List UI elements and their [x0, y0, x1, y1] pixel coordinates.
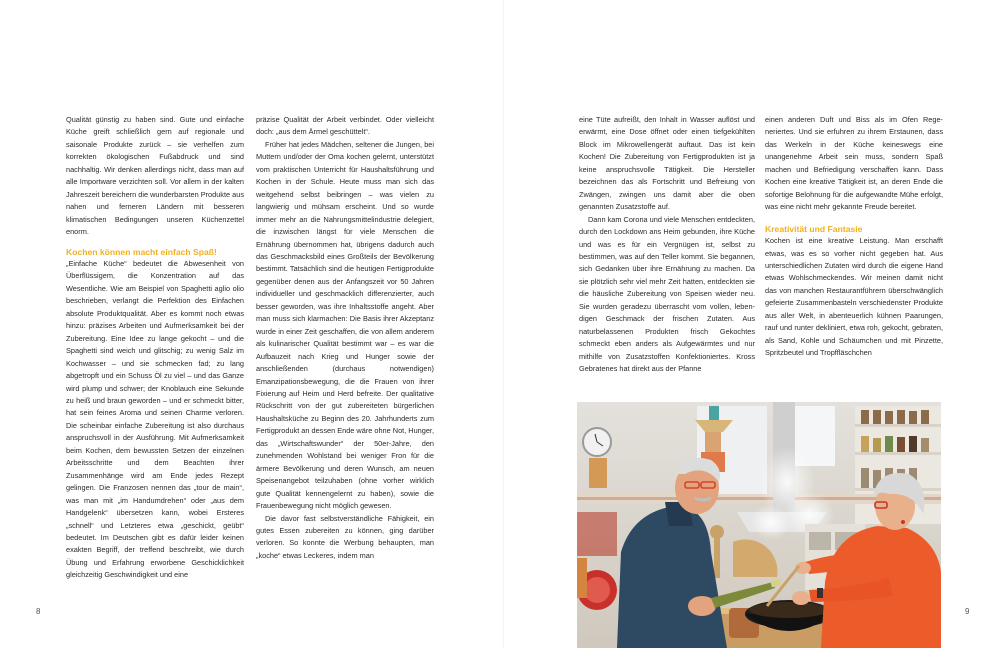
- paragraph: Früher hat jedes Mädchen, seltener die Jungen, bei Muttern und/oder der Oma kochen gelernt, unterstützt vom praktischen Unterricht für Haushaltsführung und Kochen in der Schule. Heute muss man sich das weitgehend selbst beibringen – was vielen zu langwierig und mühsam erscheint. Und so wurde immer mehr an die Nahrungsmittelindustrie delegiert, die inzwischen längst für viele Menschen die Ernährung übernommen hat, übrigens dadurch auch das Geschmacksbild eines Großteils der Bevölkerung bestimmt. Tatsächlich sind die heutigen Fertigprodukte gegenüber denen aus der Anfangszeit vor 50 Jahren individueller und geschmacklich differenzierter, auch besser geworden, was ihre Inhaltsstoffe angeht. Aber man muss sich klarmachen: Die Basis ihrer Akzeptanz wurde in einer Zeit geschaffen, die von allem anderem als kulinarischer Qualität bestimmt war – es war die Aufbauzeit nach Krieg und Hunger sowie der anschließenden (durchaus notwendigen) Emanzipationsbewegung, die die Frauen von ihrer Fixierung auf Heim und Herd befreite. Der qualitative Rückschritt von der gut zubereiteten bürgerlichen Haushaltsküche zu Beginn des 20. Jahrhunderts zum Fertigprodukt an dessen Ende wäre ohne Not, Hunger, das „Wirtschaftswunder“ der 50er-Jahre, den zunehmenden Wohlstand bei weniger Fron für die ärmere Bevölkerung und deren Wunsch, am neuen Speisenangebot teilzuhaben (ohne vorher wirklich gute Qualität kennengelernt zu haben), sowie die Frauenbewegung nicht möglich gewesen.: [256, 139, 434, 511]
- paragraph: präzise Qualität der Arbeit verbindet. Oder vielleicht doch: „aus dem Ärmel geschüttelt“.: [256, 115, 434, 137]
- cooking-couple-image: [577, 402, 941, 648]
- text-column-2: [256, 114, 434, 562]
- paragraph: eine Tüte aufreißt, den Inhalt in Wasser auflöst und erwärmt, eine Dose öffnet oder einen tiefgekühlten Block im Mikrowellengerät auftaut. Das ist kein Kochen! Die Zubereitung von Fertigprodukten ist ja keine anspruchsvolle Tätigkeit. Die Hersteller bezeichnen das als Fortschritt und Befreiung von Zwängen, zwingen uns damit aber die oben genannten Zusatzstoffe auf.: [579, 115, 755, 212]
- text-column-3: [579, 114, 755, 376]
- text-column-1: [66, 114, 244, 582]
- page-number-left: 8: [36, 607, 41, 616]
- section-heading: Kreativität und Fantasie: [765, 223, 863, 234]
- paragraph: Kochen ist eine kreative Leistung. Man erschafft etwas, was es so vorher nicht gegeben hat. Aus unterschiedlichen Zutaten wird durch die eigene Hand etwas Wohlschmeckendes. Wir meinen damit nicht das von manchen Restaurantführern überschwänglich gefeierte Zusammenbasteln verschiedenster Produkte aus aller Welt, in abenteuerlich kühnen Paarungen, rauf und runter dekliniert, etwa roh, gekocht, gebraten, als Sand, Kohle und Schäumchen und mit Pinzette, Spritzbeutel und Tropffläschchen: [765, 236, 943, 358]
- text-column-4: [765, 114, 943, 360]
- paragraph: Die davor fast selbstverständliche Fähigkeit, ein gutes Essen zubereiten zu können, ging darüber verloren. So konnte die Werbung behaupten, man „koche“ etwas Leckeres, indem man: [256, 513, 434, 560]
- page-number-right: 9: [965, 607, 970, 616]
- paragraph: „Einfache Küche“ bedeutet die Abwesenheit von Überflüssigem, die Konzentration auf das Wesentliche. Wie am Beispiel von Spaghetti aglio olio beschrieben, verlangt die Perfektion des Einfachen absolute Produktqualität. Aber es kommt noch etwas hinzu: präzises Arbeiten und Aufmerksamkeit bei der Zubereitung. Eine Idee zu lange gekocht – und die Spaghetti sind weich und glitschig; zu wenig Salz im Kochwasser – und sie schmecken fad; zu lang abgetropft und ein Schuss Öl zu viel – und das Ganze wird plump und schwer; der Knoblauch eine Sekunde zu heiß und braun geworden – und er schmeckt bitter, hat sein feines Aroma und seinen Charme verloren. Die scheinbar einfache Zubereitung ist also durchaus anspruchsvoll in der Ausführung. Mit Aufmerksamkeit beim Kochen, dem bewussten Setzen der einzelnen Arbeitsschritte und dem Beachten ihrer Zusammenhänge wird am Ende jedes Rezept gelingen. Die Franzosen nennen das „tour de main“, was man mit „im Handumdrehen“ oder „aus dem Handgelenk“ übersetzen kann, wobei Ersteres „schnell“ und Letzteres etwa „geschickt, geübt“ bedeutet. Im Deutschen gibt es dafür leider keinen exakten Begriff, der treffend beschreibt, wie durch Übung und Erfahrung erworbene Geschicklichkeit gleichzeitig Geschwindigkeit und eine: [66, 259, 244, 580]
- paragraph: einen anderen Duft und Biss als im Ofen Regeneriertes. Und sie erfuhren zu ihrem Erstaunen, dass das Werkeln in der Küche keineswegs eine unangenehme Arbeit sein muss, sondern Spaß machen und Befriedigung verschaffen kann. Dass Kochen eine kreative Tätigkeit ist, an deren Ende die sofortige Belohnung für die aufgewandte Mühe erfolgt, was eine nicht mehr gekannte Freude bereitet.: [765, 115, 943, 212]
- kitchen-photo: [577, 402, 941, 648]
- section-heading: Kochen können macht einfach Spaß!: [66, 246, 217, 257]
- paragraph: Dann kam Corona und viele Menschen entdeckten, durch den Lockdown ans Heim gebunden, ihre Küche und was es für ein Vergnügen ist, selbst zu bestimmen, was auf den Teller kommt. Sie begannen, sich Gedanken über ihre Ernährung zu machen. Da sie plötzlich sehr viel mehr Zeit hatten, entdeckten sie die häusliche Zubereitung von Speisen wieder neu. Sie wurden geradezu überrascht vom vollen, lebendigen Geschmack der frischen Zutaten. Aus naturbelassenen Produkten frisch Gekochtes schmeckt eben anders als Aufgewärmtes und nur mithilfe von Zusatzstoffen Konfektioniertes. Kross Gebratenes hat direkt aus der Pfanne: [579, 214, 755, 374]
- paragraph: Qualität günstig zu haben sind. Gute und einfache Küche greift schließlich gern auf regionale und saisonale Produkte zurück – sie verhelfen zum korrekten ökologischen Fußabdruck und sind nachhaltig. Wir denken allerdings nicht, dass man auf alle Importware verzichten soll. Vor allem in der kalten Jahreszeit bereichern die wunderbarsten Produkte aus nahen und ferneren Ländern mit besseren klimatischen Bedingungen unseren Küchenzettel enorm.: [66, 115, 244, 237]
